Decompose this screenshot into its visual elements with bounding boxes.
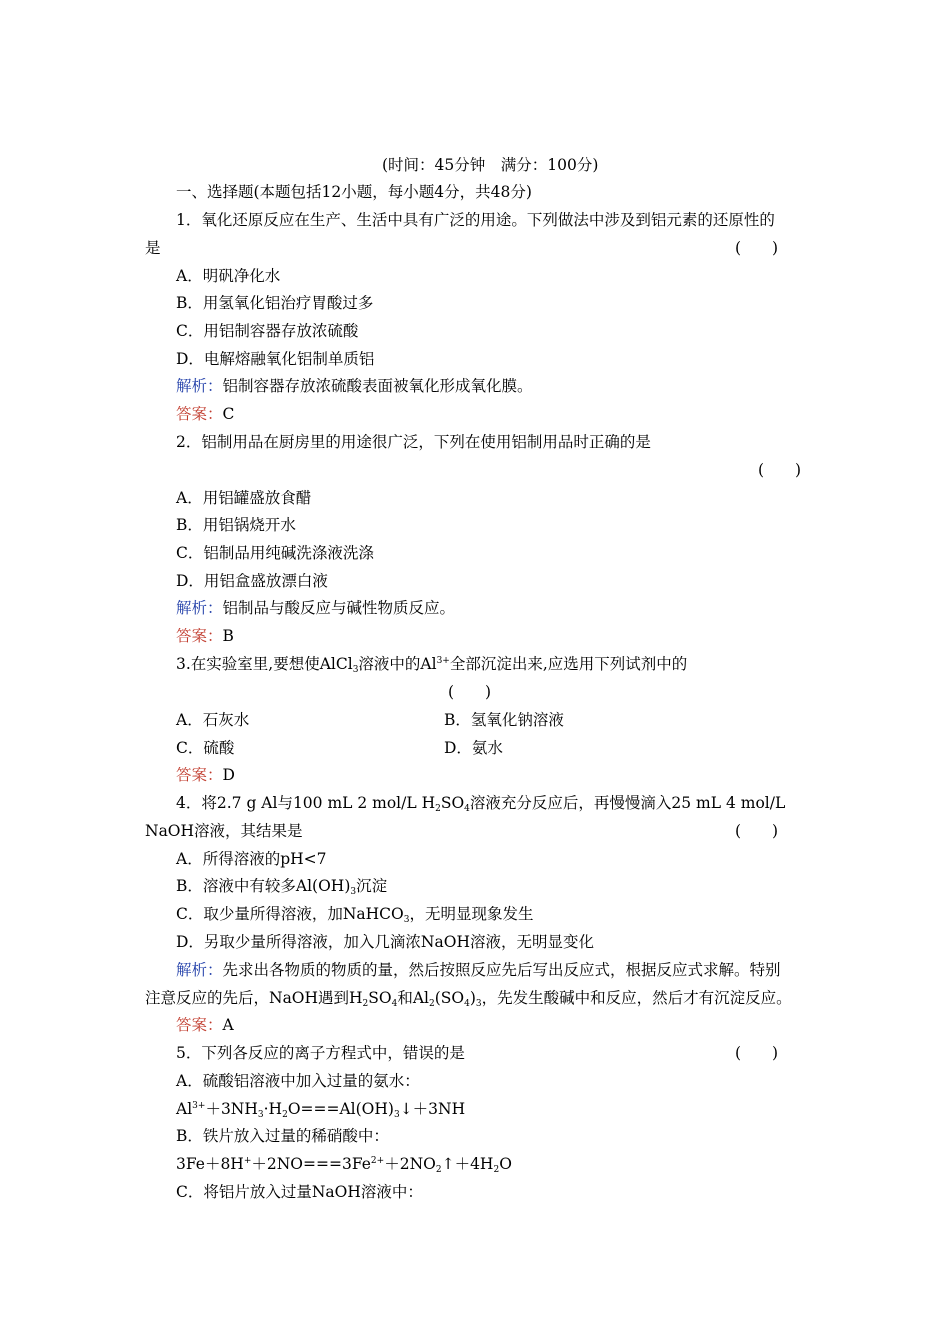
analysis-label: 解析： xyxy=(176,599,223,617)
answer-label: 答案： xyxy=(176,766,223,784)
q5-option-a-equation xyxy=(176,1099,465,1119)
test-header: (时间：45分钟 满分：100分) xyxy=(382,156,599,174)
q1-option-b: B．用氢氧化铝治疗胃酸过多 xyxy=(176,294,374,312)
q4-option-b-part: B．溶液中有较多Al(OH) xyxy=(176,877,351,895)
q4-answer xyxy=(176,1015,234,1035)
subscript: 4 xyxy=(464,999,470,1009)
eq-part: ↑＋4H xyxy=(441,1155,494,1173)
subscript: 3 xyxy=(352,665,359,675)
q4-analysis-part: (SO xyxy=(434,989,465,1007)
subscript: 2 xyxy=(429,999,435,1009)
q4-analysis-cont xyxy=(145,988,792,1008)
subscript: 3 xyxy=(257,1110,264,1120)
q2-analysis xyxy=(176,598,455,618)
superscript: 3+ xyxy=(436,656,450,666)
q3-option-a: A．石灰水 xyxy=(176,711,250,729)
q5-option-b-equation xyxy=(176,1154,512,1174)
subscript: 2 xyxy=(435,1165,442,1175)
superscript: 2+ xyxy=(370,1156,385,1166)
q3-stem-part: 溶液中的Al xyxy=(358,655,437,673)
q2-answer xyxy=(176,626,234,646)
q2-analysis-text: 铝制品与酸反应与碱性物质反应。 xyxy=(222,599,456,617)
q4-option-b xyxy=(176,876,387,896)
answer-label: 答案： xyxy=(176,627,223,645)
q5-option-c: C．将铝片放入过量NaOH溶液中： xyxy=(176,1183,423,1201)
q4-option-c-part: C．取少量所得溶液，加NaHCO xyxy=(176,905,404,923)
subscript: 3 xyxy=(475,999,482,1009)
subscript: 2 xyxy=(362,999,369,1009)
eq-part: ＋2NO xyxy=(384,1155,436,1173)
q2-option-a: A．用铝罐盛放食醋 xyxy=(176,489,312,507)
subscript: 3 xyxy=(393,1110,400,1120)
q1-option-d: D．电解熔融氧化铝制单质铝 xyxy=(176,350,375,368)
q2-answer-blank: ( ) xyxy=(758,461,802,479)
q1-stem-cont: 是 xyxy=(145,239,161,257)
eq-part: Al xyxy=(176,1100,193,1118)
q3-stem-part: 全部沉淀出来,应选用下列试剂中的 xyxy=(449,655,688,673)
eq-part: ↓＋3NH xyxy=(399,1100,466,1118)
q1-answer xyxy=(176,404,234,424)
q3-option-d: D．氨水 xyxy=(444,739,503,757)
q3-stem xyxy=(176,654,687,674)
q2-option-d: D．用铝盒盛放漂白液 xyxy=(176,572,328,590)
analysis-label: 解析： xyxy=(176,377,223,395)
eq-part: O xyxy=(499,1155,512,1173)
eq-part: ＋3NH xyxy=(205,1100,258,1118)
q4-analysis-part: 和Al xyxy=(397,989,429,1007)
q4-option-c xyxy=(176,904,534,924)
section-title: 一、选择题(本题包括12小题，每小题4分，共48分) xyxy=(176,183,532,201)
q4-option-a: A．所得溶液的pH<7 xyxy=(176,850,327,868)
subscript: 2 xyxy=(282,1110,288,1120)
q2-option-c: C．铝制品用纯碱洗涤液洗涤 xyxy=(176,544,374,562)
subscript: 3 xyxy=(350,887,357,897)
q4-answer-value: A xyxy=(222,1016,234,1034)
q4-stem-part: 4．将2.7 g Al与100 mL 2 mol/L H xyxy=(176,794,436,812)
eq-part: ·H xyxy=(263,1100,283,1118)
q4-answer-blank: ( ) xyxy=(735,822,779,840)
subscript: 3 xyxy=(403,915,410,925)
q1-answer-value: C xyxy=(222,405,235,423)
q4-analysis-text: 先求出各物质的物质的量，然后按照反应先后写出反应式，根据反应式求解。特别 xyxy=(222,961,781,979)
q5-option-a: A．硫酸铝溶液中加入过量的氨水： xyxy=(176,1072,420,1090)
q4-analysis-part: ，先发生酸碱中和反应，然后才有沉淀反应。 xyxy=(481,989,792,1007)
eq-part: 3Fe＋8H xyxy=(176,1155,244,1173)
q4-option-d: D．另取少量所得溶液，加入几滴浓NaOH溶液，无明显变化 xyxy=(176,933,594,951)
q2-stem: 2．铝制用品在厨房里的用途很广泛，下列在使用铝制用品时正确的是 xyxy=(176,433,651,451)
q4-stem xyxy=(176,793,785,813)
answer-label: 答案： xyxy=(176,1016,223,1034)
eq-part: O===Al(OH) xyxy=(287,1100,394,1118)
q2-answer-value: B xyxy=(222,627,234,645)
q1-analysis-text: 铝制容器存放浓硫酸表面被氧化形成氧化膜。 xyxy=(222,377,533,395)
q3-stem-part: 3.在实验室里,要想使AlCl xyxy=(176,655,353,673)
q2-option-b: B．用铝锅烧开水 xyxy=(176,516,296,534)
superscript: 3+ xyxy=(192,1101,206,1111)
q5-answer-blank: ( ) xyxy=(735,1044,779,1062)
q4-stem-part: SO xyxy=(440,794,465,812)
q1-answer-blank: ( ) xyxy=(735,239,779,257)
q3-answer-blank: ( ) xyxy=(448,683,492,701)
subscript: 2 xyxy=(493,1165,500,1175)
eq-part: ＋2NO===3Fe xyxy=(251,1155,371,1173)
q3-option-c: C．硫酸 xyxy=(176,739,235,757)
q1-analysis xyxy=(176,376,533,396)
q4-option-c-part: ，无明显现象发生 xyxy=(409,905,534,923)
q4-option-b-part: 沉淀 xyxy=(356,877,388,895)
q5-stem: 5．下列各反应的离子方程式中，错误的是 xyxy=(176,1044,465,1062)
q4-analysis xyxy=(176,960,781,980)
q4-stem-cont: NaOH溶液，其结果是 xyxy=(145,822,303,840)
answer-label: 答案： xyxy=(176,405,223,423)
q1-option-c: C．用铝制容器存放浓硫酸 xyxy=(176,322,359,340)
q5-option-b: B．铁片放入过量的稀硝酸中： xyxy=(176,1127,389,1145)
q3-answer xyxy=(176,765,235,785)
superscript: + xyxy=(243,1156,252,1166)
analysis-label: 解析： xyxy=(176,961,223,979)
subscript: 4 xyxy=(464,804,470,814)
q1-stem: 1．氧化还原反应在生产、生活中具有广泛的用途。下列做法中涉及到铝元素的还原性的 xyxy=(176,211,775,229)
subscript: 4 xyxy=(391,999,398,1009)
q3-answer-value: D xyxy=(222,766,235,784)
q1-option-a: A．明矾净化水 xyxy=(176,267,281,285)
q4-analysis-part: SO xyxy=(368,989,392,1007)
q4-analysis-part: ) xyxy=(469,989,476,1007)
subscript: 2 xyxy=(435,804,441,814)
q3-option-b: B．氢氧化钠溶液 xyxy=(444,711,564,729)
q4-stem-part: 溶液充分反应后，再慢慢滴入25 mL 4 mol/L xyxy=(469,794,786,812)
q4-analysis-part: 注意反应的先后，NaOH遇到H xyxy=(145,989,363,1007)
